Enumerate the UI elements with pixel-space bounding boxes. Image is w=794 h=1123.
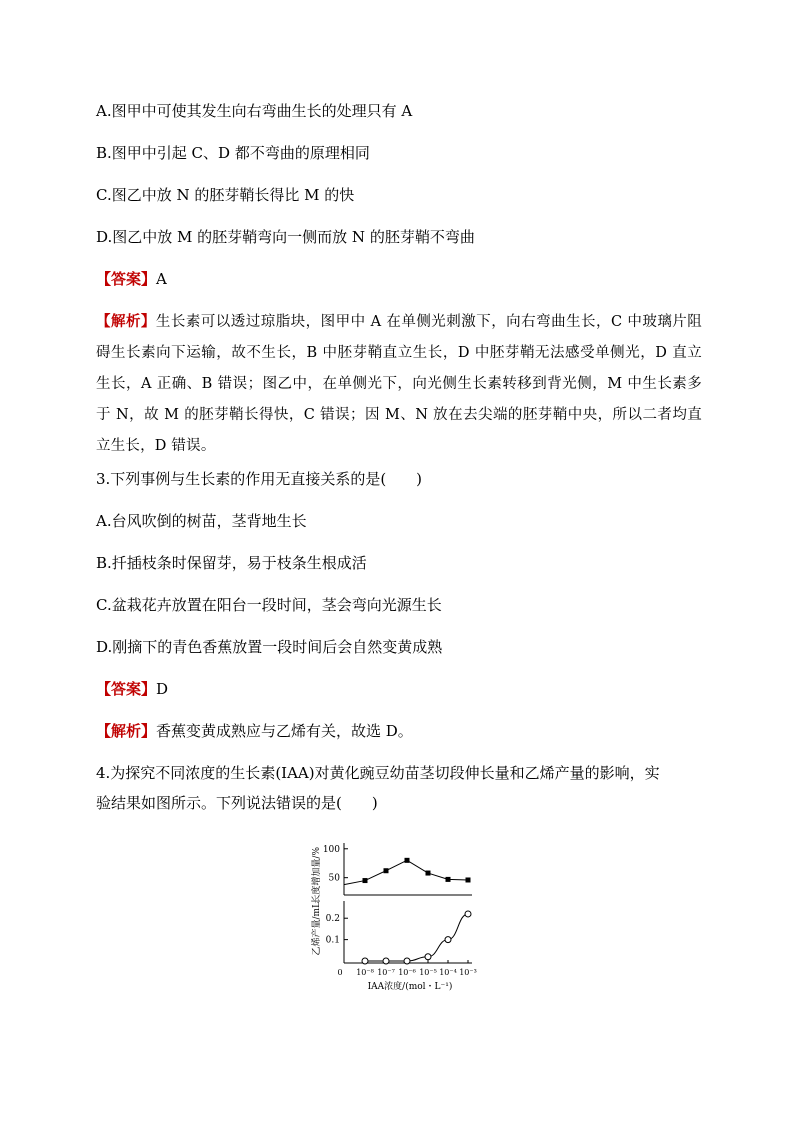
answer-tag: 【答案】: [96, 680, 157, 698]
q2-option-b: B.图甲中引起 C、D 都不弯曲的原理相同: [96, 144, 370, 162]
ethylene-data-point: [383, 958, 389, 964]
analysis-tag: 【解析】: [96, 313, 156, 330]
q3-analysis: [96, 721, 413, 741]
length-data-point: [426, 871, 431, 876]
ethylene-series-line: [365, 914, 468, 961]
answer-tag: 【答案】: [96, 270, 157, 288]
ethylene-plot: [310, 901, 477, 992]
length-data-point: [384, 868, 389, 873]
analysis-tag: 【解析】: [96, 722, 157, 740]
x-tick-label: 10⁻⁸: [356, 968, 374, 977]
answer-value: D: [156, 680, 169, 698]
answer-value: A: [156, 270, 167, 288]
analysis-text: 香蕉变黄成熟应与乙烯有关，故选 D。: [156, 722, 413, 740]
length-data-point: [405, 858, 410, 863]
q3-option-b: B.扦插枝条时保留芽，易于枝条生根成活: [96, 554, 367, 572]
q2-analysis: [96, 306, 702, 462]
ethylene-data-point: [404, 958, 410, 964]
y-label-top: 长度增加量/%: [312, 847, 322, 904]
length-increase-plot: [310, 843, 472, 904]
q4-stem-line1: 4.为探究不同浓度的生长素(IAA)对黄化豌豆幼苗茎切段伸长量和乙烯产量的影响，实: [96, 764, 660, 782]
length-data-point: [363, 878, 368, 883]
x-tick-label: 10⁻⁷: [377, 968, 395, 977]
x-tick-label: 10⁻⁶: [398, 968, 416, 977]
x-tick-label: 10⁻³: [459, 968, 477, 977]
q3-option-a: A.台风吹倒的树苗，茎背地生长: [96, 512, 307, 530]
length-data-point: [446, 877, 451, 882]
ethylene-data-point: [425, 954, 431, 960]
q3-answer: [96, 679, 168, 699]
iaa-chart-figure: [300, 835, 500, 995]
length-data-point: [466, 877, 471, 882]
x-tick-label: 10⁻⁵: [419, 968, 437, 977]
ethylene-data-point: [465, 911, 471, 917]
y-tick-label-top: 100: [322, 844, 340, 855]
q2-option-d: D.图乙中放 M 的胚芽鞘弯向一侧而放 N 的胚芽鞘不弯曲: [96, 228, 475, 246]
q3-option-d: D.刚摘下的青色香蕉放置一段时间后会自然变黄成熟: [96, 638, 443, 656]
x-tick-label: 0: [337, 968, 343, 977]
ethylene-data-point: [445, 937, 451, 943]
x-tick-label: 10⁻⁴: [439, 968, 457, 977]
q3-option-c: C.盆栽花卉放置在阳台一段时间，茎会弯向光源生长: [96, 596, 442, 614]
q2-answer: [96, 269, 167, 289]
q3-stem: 3.下列事例与生长素的作用无直接关系的是( ): [96, 470, 423, 488]
y-tick-label-bottom: 0.2: [325, 914, 340, 925]
q2-option-c: C.图乙中放 N 的胚芽鞘长得比 M 的快: [96, 186, 355, 204]
y-label-bottom: 乙烯产量/mL: [312, 902, 322, 956]
ethylene-data-point: [362, 958, 368, 964]
y-tick-label-top: 50: [328, 873, 340, 884]
q2-option-a: A.图甲中可使其发生向右弯曲生长的处理只有 A: [96, 102, 413, 120]
x-axis-label: IAA浓度/(mol・L⁻¹): [367, 982, 453, 992]
y-tick-label-bottom: 0.1: [325, 935, 340, 946]
q4-stem-line2: 验结果如图所示。下列说法错误的是( ): [96, 794, 378, 812]
analysis-text: 生长素可以透过琼脂块，图甲中 A 在单侧光刺激下，向右弯曲生长，C 中玻璃片阻碍生长素向下运输，故不生长，B 中胚芽鞘直立生长，D 中胚芽鞘无法感受单侧光，D 直立生长，A 正确、B 错误；图乙中，在单侧光下，向光侧生长素转移到背光侧，M 中生长素多于 N，故 M 的胚芽鞘长得快，C 错误；因 M、N 放在去尖端的胚芽鞘中央，所以二者均直立生长，D 错误。: [96, 314, 702, 454]
